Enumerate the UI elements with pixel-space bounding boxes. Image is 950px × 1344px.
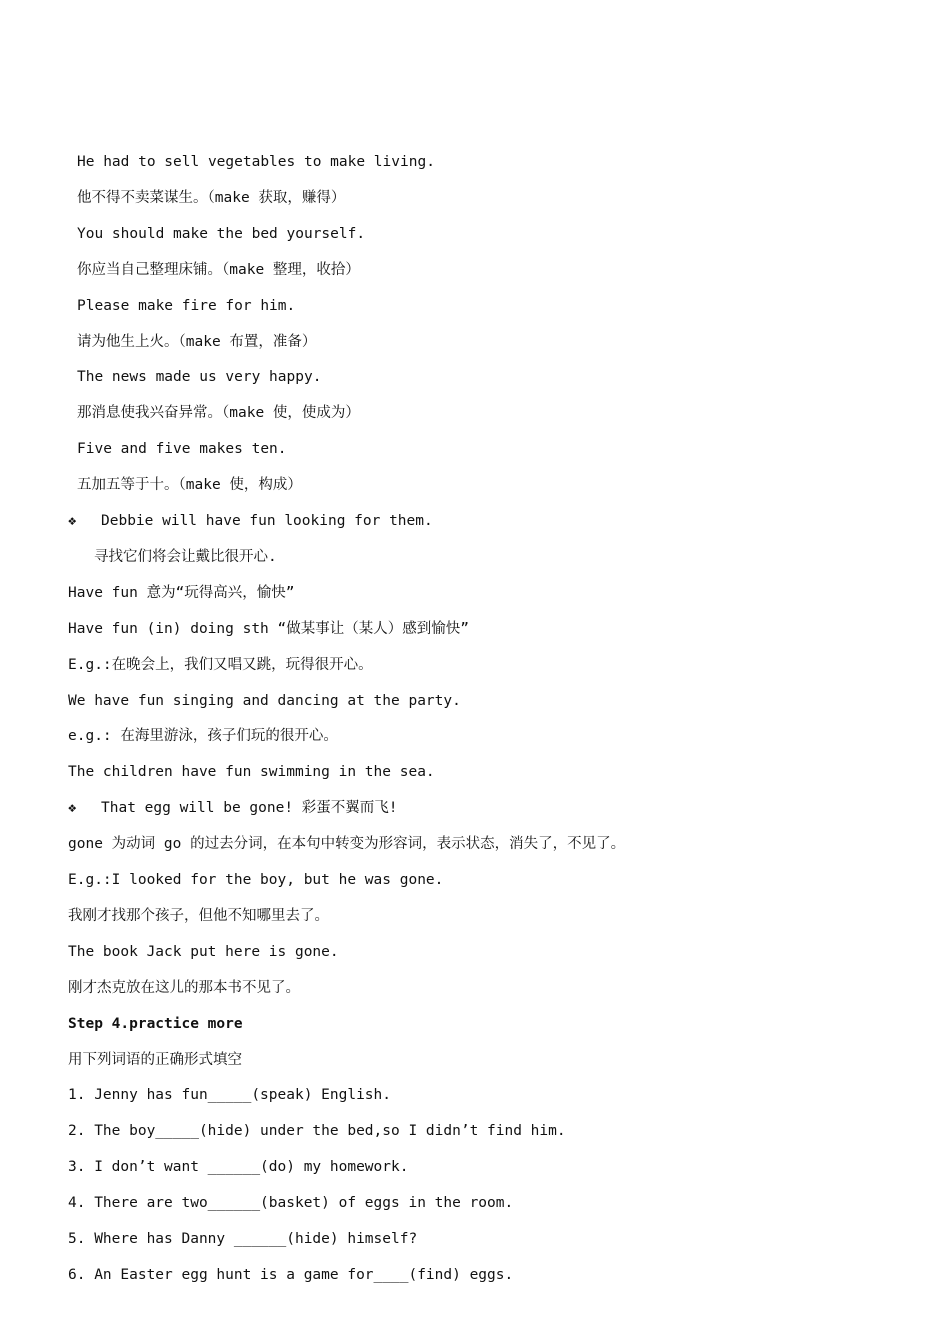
line-text: 我刚才找那个孩子，但他不知哪里去了。	[68, 907, 329, 924]
line-text: Have fun 意为“玩得高兴，愉快”	[68, 584, 295, 601]
line-text: E.g.:I looked for the boy, but he was gone.	[68, 872, 444, 888]
line-text: 你应当自己整理床铺。（make 整理，收拾）	[77, 261, 360, 278]
text-line	[68, 653, 373, 677]
line-text: The children have fun swimming in the sea.	[68, 764, 435, 781]
text-line	[77, 186, 345, 210]
line-text: 刚才杰克放在这儿的那本书不见了。	[68, 979, 300, 996]
line-text: The book Jack put here is gone.	[68, 943, 339, 960]
text-line	[77, 401, 360, 425]
line-text: 那消息使我兴奋异常。（make 使，使成为）	[77, 405, 360, 422]
line-text: E.g.:在晚会上，我们又唱又跳，玩得很开心。	[68, 656, 373, 673]
line-text: Debbie will have fun looking for them.	[101, 513, 433, 529]
line-text: 五加五等于十。（make 使，构成）	[77, 477, 302, 494]
text-line	[68, 760, 435, 784]
text-line	[77, 330, 316, 354]
line-text: 4. There are two______(basket) of eggs in the room.	[68, 1195, 514, 1212]
text-line	[77, 150, 435, 174]
text-line	[68, 1155, 408, 1179]
line-text: We have fun singing and dancing at the party.	[68, 692, 461, 709]
line-text: Have fun (in) doing sth “做某事让（某人）感到愉快”	[68, 620, 469, 637]
line-text: Five and five makes ten.	[77, 441, 287, 458]
section-heading	[68, 1012, 243, 1036]
text-line	[77, 258, 360, 282]
text-line	[68, 940, 339, 964]
text-line	[68, 617, 469, 641]
text-line	[68, 796, 398, 820]
text-line	[68, 581, 295, 605]
text-line	[68, 868, 443, 892]
line-text: Please make fire for him.	[77, 297, 296, 314]
line-text: 1. Jenny has fun_____(speak) English.	[68, 1087, 392, 1104]
text-line	[68, 904, 329, 928]
text-line	[77, 294, 295, 318]
text-line	[68, 1083, 391, 1107]
text-line	[68, 1119, 566, 1143]
text-line	[68, 509, 433, 533]
text-line	[68, 1191, 513, 1215]
line-text: 他不得不卖菜谋生。（make 获取，赚得）	[77, 189, 346, 206]
text-line	[68, 1227, 417, 1251]
text-line	[77, 222, 365, 246]
text-line	[68, 976, 300, 1000]
line-text: 5. Where has Danny ______(hide) himself?	[68, 1231, 418, 1247]
text-line	[68, 1263, 513, 1287]
text-line	[68, 689, 461, 713]
line-text: 用下列词语的正确形式填空	[68, 1051, 242, 1068]
bullet-icon: ❖	[68, 513, 77, 529]
text-line	[68, 832, 625, 856]
line-text: 6. An Easter egg hunt is a game for____(find) eggs.	[68, 1266, 514, 1283]
text-line	[94, 545, 277, 569]
text-line	[77, 437, 287, 461]
line-text: You should make the bed yourself.	[77, 225, 366, 242]
text-line	[77, 473, 302, 497]
line-text: He had to sell vegetables to make living.	[77, 154, 435, 170]
line-text: 2. The boy_____(hide) under the bed,so I didn’t find him.	[68, 1123, 566, 1140]
line-text: gone 为动词 go 的过去分词，在本句中转变为形容词，表示状态，消失了，不见了。	[68, 836, 626, 853]
text-line	[68, 1048, 242, 1072]
line-text: The news made us very happy.	[77, 369, 322, 386]
bullet-icon: ❖	[68, 800, 77, 817]
line-text: 3. I don’t want ______(do) my homework.	[68, 1159, 409, 1176]
line-text: That egg will be gone! 彩蛋不翼而飞!	[101, 800, 398, 817]
line-text: 请为他生上火。（make 布置，准备）	[77, 333, 317, 350]
text-line	[68, 724, 338, 748]
line-text: e.g.: 在海里游泳，孩子们玩的很开心。	[68, 728, 338, 745]
line-text: Step 4.practice more	[68, 1015, 243, 1032]
line-text: 寻找它们将会让戴比很开心.	[94, 548, 277, 565]
text-line	[77, 365, 321, 389]
